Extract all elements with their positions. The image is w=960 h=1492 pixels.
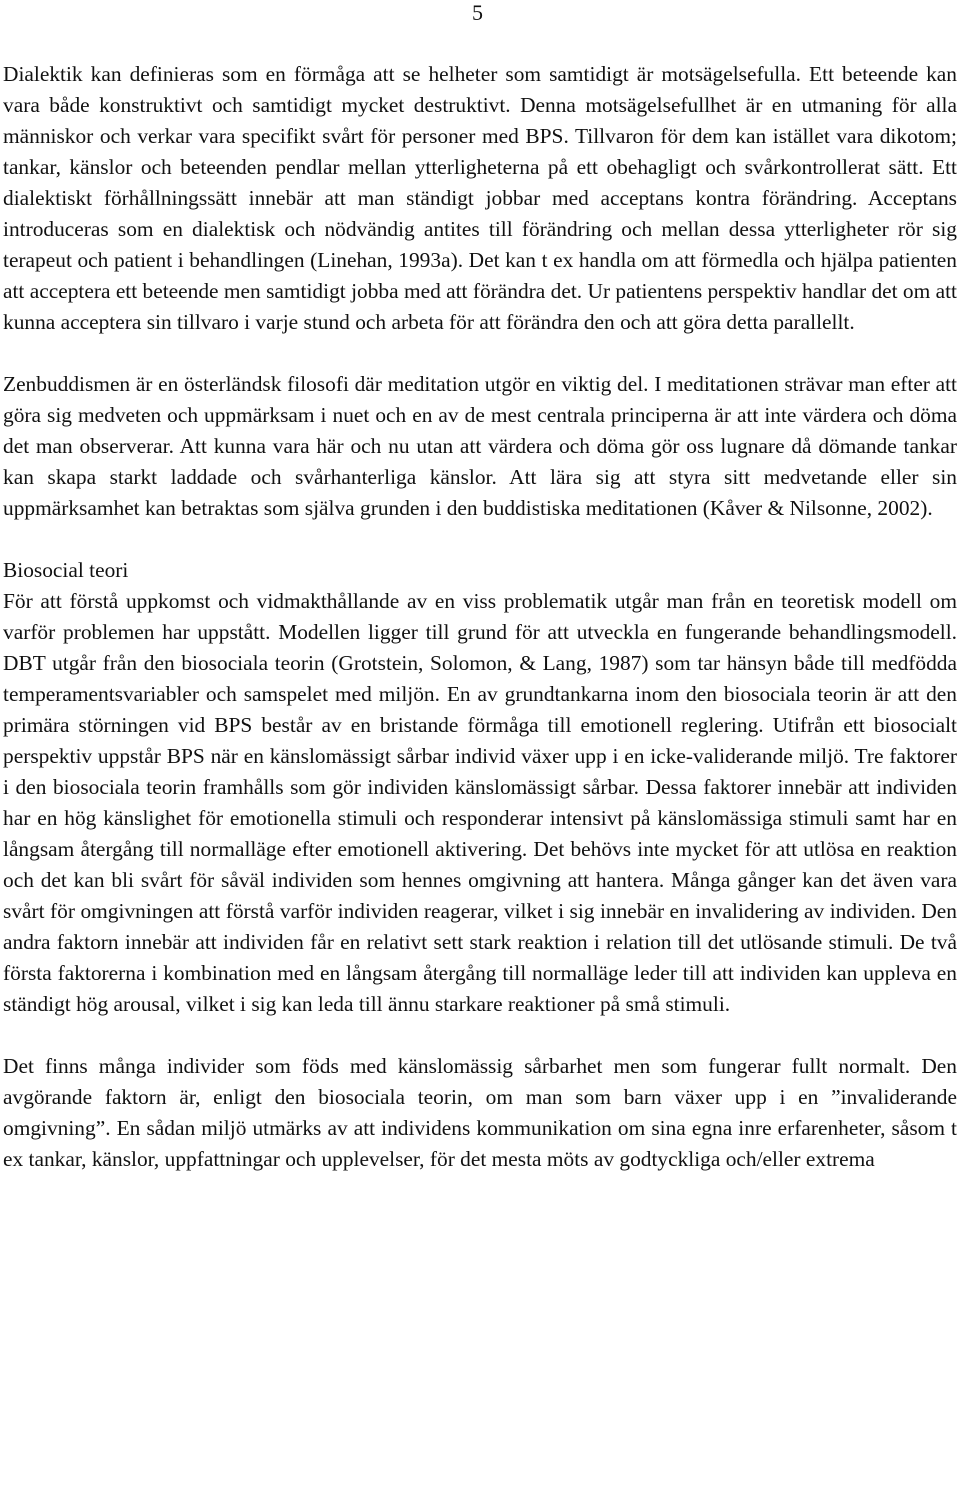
paragraph-zenbuddism: Zenbuddismen är en österländsk filosofi där meditation utgör en viktig del. I meditationen strävar man efter att göra sig medveten och uppmärksam i nuet och en av de mest centrala principerna är att inte värdera och döma det man observerar. Att kunna vara här och nu utan att värdera och döma gör oss lugnare då dömande tankar kan skapa starkt laddade och svårhanterliga känslor. Att lära sig att styra sitt medvetande eller sin uppmärksamhet kan betraktas som själva grunden i den buddistiska meditationen (Kåver & Nilsonne, 2002).	[3, 372, 957, 520]
document-body	[3, 59, 957, 1175]
page-number: 5	[472, 0, 483, 25]
paragraph-invaliderande-omgivning: Det finns många individer som föds med känslomässig sårbarhet men som fungerar fullt normalt. Den avgörande faktorn är, enligt den biosociala teorin, om man som barn växer upp i en ”invaliderande omgivning”. En sådan miljö utmärks av att individens kommunikation om sina egna inre erfarenheter, såsom t ex tankar, känslor, uppfattningar och upplevelser, för det mesta möts av godtyckliga och/eller extrema	[3, 1054, 957, 1171]
paragraph-biosocial-teori: För att förstå uppkomst och vidmakthållande av en viss problematik utgår man från en teoretisk modell om varför problemen har uppstått. Modellen ligger till grund för att utveckla en fungerande behandlingsmodell. DBT utgår från den biosociala teorin (Grotstein, Solomon, & Lang, 1987) som tar hänsyn både till medfödda temperamentsvariabler och samspelet med miljön. En av grundtankarna inom den biosociala teorin är att den primära störningen vid BPS består av en bristande förmåga till emotionell reglering. Utifrån ett biosocialt perspektiv uppstår BPS när en känslomässigt sårbar individ växer upp i en icke-validerande miljö. Tre faktorer i den biosociala teorin framhålls som gör individen känslomässigt sårbar. Dessa faktorer innebär att individen har en hög känslighet för emotionella stimuli och responderar intensivt på känslomässiga stimuli samt har en långsam återgång till normalläge efter emotionell aktivering. Det behövs inte mycket för att utlösa en reaktion och det kan bli svårt för såväl individen som hennes omgivning att hantera. Många gånger kan det även vara svårt för omgivningen att förstå varför individen reagerar, vilket i sig innebär en invalidering av individen. Den andra faktorn innebär att individen får en relativt sett stark reaktion i relation till det utlösande stimuli. De två första faktorerna i kombination med en långsam återgång till normalläge leder till att individen kan uppleva en ständigt hög arousal, vilket i sig kan leda till ännu starkare reaktioner på små stimuli.	[3, 589, 957, 1016]
paragraph-dialektik: Dialektik kan definieras som en förmåga att se helheter som samtidigt är motsägelsefulla. Ett beteende kan vara både konstruktivt och samtidigt mycket destruktivt. Denna motsägelsefullhet är en utmaning för alla människor och verkar vara specifikt svårt för personer med BPS. Tillvaron för dem kan istället vara dikotom; tankar, känslor och beteenden pendlar mellan ytterligheterna på ett obehagligt och svårkontrollerat sätt. Ett dialektiskt förhållningssätt innebär att man ständigt jobbar med acceptans kontra förändring. Acceptans introduceras som en dialektisk och nödvändig antites till förändring och mellan dessa ytterligheter rör sig terapeut och patient i behandlingen (Linehan, 1993a). Det kan t ex handla om att förmedla och hjälpa patienten att acceptera ett beteende men samtidigt jobba med att förändra det. Ur patientens perspektiv handlar det om att kunna acceptera sin tillvaro i varje stund och arbeta för att förändra den och att göra detta parallellt.	[3, 62, 957, 334]
section-heading-biosocial-teori: Biosocial teori	[3, 558, 129, 582]
